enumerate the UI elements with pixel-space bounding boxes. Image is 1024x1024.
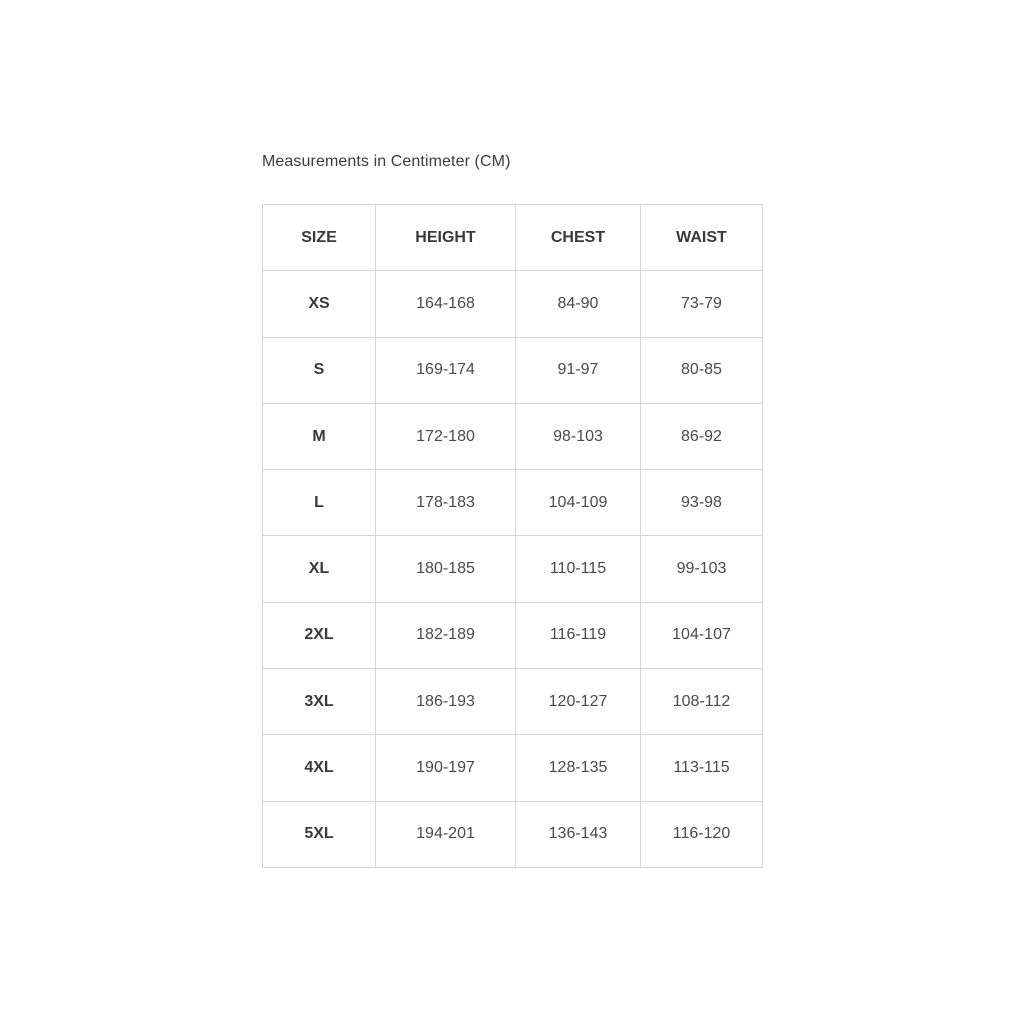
header-height: HEIGHT: [376, 205, 516, 271]
table-row: [263, 602, 763, 668]
table-header-row: [263, 205, 763, 271]
cell-size: XS: [263, 271, 376, 337]
cell-chest: 116-119: [516, 602, 641, 668]
table-row: [263, 470, 763, 536]
cell-height: 172-180: [376, 403, 516, 469]
cell-size: 4XL: [263, 735, 376, 801]
cell-waist: 86-92: [641, 403, 763, 469]
table-row: [263, 735, 763, 801]
cell-size: 2XL: [263, 602, 376, 668]
cell-size: 5XL: [263, 801, 376, 867]
cell-waist: 113-115: [641, 735, 763, 801]
cell-height: 164-168: [376, 271, 516, 337]
cell-height: 182-189: [376, 602, 516, 668]
cell-chest: 136-143: [516, 801, 641, 867]
table-row: [263, 801, 763, 867]
table-row: [263, 271, 763, 337]
cell-waist: 80-85: [641, 337, 763, 403]
cell-height: 178-183: [376, 470, 516, 536]
cell-size: L: [263, 470, 376, 536]
cell-waist: 73-79: [641, 271, 763, 337]
cell-waist: 104-107: [641, 602, 763, 668]
header-chest: CHEST: [516, 205, 641, 271]
header-waist: WAIST: [641, 205, 763, 271]
cell-size: XL: [263, 536, 376, 602]
size-chart-table: [262, 204, 763, 868]
table-caption: Measurements in Centimeter (CM): [262, 153, 511, 170]
table-row: [263, 403, 763, 469]
cell-waist: 93-98: [641, 470, 763, 536]
cell-height: 190-197: [376, 735, 516, 801]
header-size: SIZE: [263, 205, 376, 271]
cell-height: 194-201: [376, 801, 516, 867]
table-row: [263, 536, 763, 602]
cell-chest: 120-127: [516, 669, 641, 735]
cell-waist: 116-120: [641, 801, 763, 867]
cell-size: S: [263, 337, 376, 403]
cell-height: 186-193: [376, 669, 516, 735]
table-row: [263, 337, 763, 403]
cell-chest: 84-90: [516, 271, 641, 337]
cell-height: 169-174: [376, 337, 516, 403]
cell-size: 3XL: [263, 669, 376, 735]
cell-height: 180-185: [376, 536, 516, 602]
cell-chest: 91-97: [516, 337, 641, 403]
cell-chest: 104-109: [516, 470, 641, 536]
cell-size: M: [263, 403, 376, 469]
cell-waist: 108-112: [641, 669, 763, 735]
cell-chest: 98-103: [516, 403, 641, 469]
table-row: [263, 669, 763, 735]
cell-chest: 110-115: [516, 536, 641, 602]
cell-chest: 128-135: [516, 735, 641, 801]
cell-waist: 99-103: [641, 536, 763, 602]
